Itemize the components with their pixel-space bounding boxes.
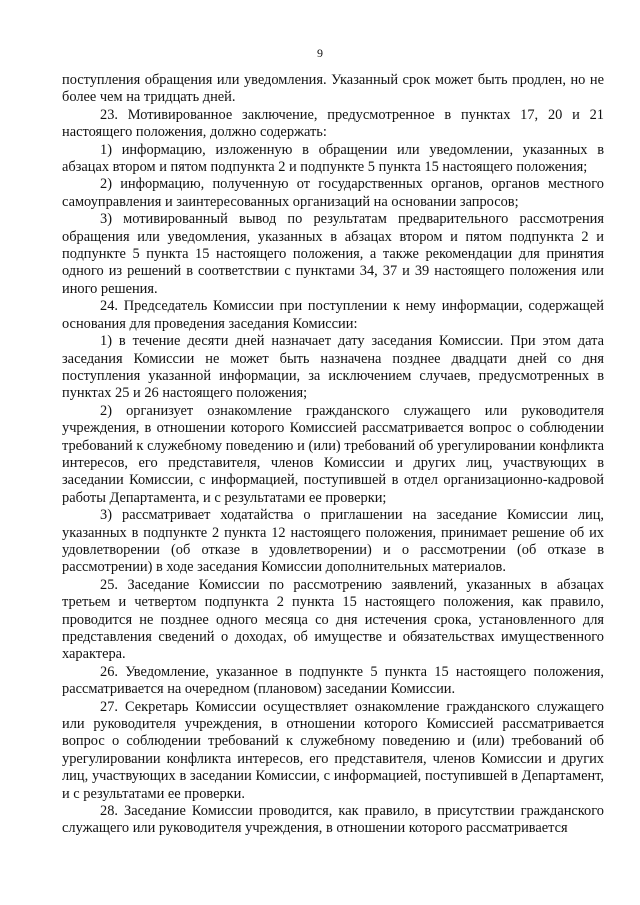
paragraph-24-item-2: 2) организует ознакомление гражданского служащего или руководителя учреждения, в отношении которого Комиссией рассматривается вопрос о соблюдении требований к служебному поведению и (или) требований об урегулировании конфликта интересов, его представителя, членов Комиссии и других лиц, участвующих в заседании Комиссии, с информацией, поступившей в отдел организационно-кадровой работы Департамента, и с результатами ее проверки; [62, 402, 604, 506]
paragraph-27: 27. Секретарь Комиссии осуществляет ознакомление гражданского служащего или руководителя учреждения, в отношении которого Комиссией рассматривается вопрос о соблюдении требований к служебному поведению и (или) требований об урегулировании конфликта интересов, его представителя, членов Комиссии и других лиц, участвующих в заседании Комиссии, с информацией, поступившей в Департамент, и с результатами ее проверки. [62, 698, 604, 802]
paragraph-continuation: поступления обращения или уведомления. Указанный срок может быть продлен, но не более чем на тридцать дней. [62, 72, 604, 106]
paragraph-26: 26. Уведомление, указанное в подпункте 5 пункта 15 настоящего положения, рассматривается на очередном (плановом) заседании Комиссии. [62, 663, 604, 698]
document-body [62, 72, 604, 838]
paragraph-24-item-1: 1) в течение десяти дней назначает дату заседания Комиссии. При этом дата заседания Комиссии не может быть назначена позднее двадцати дней со дня поступления указанной информации, за исключением случаев, предусмотренных в пунктах 25 и 26 настоящего положения; [62, 333, 604, 402]
paragraph-24: 24. Председатель Комиссии при поступлении к нему информации, содержащей основания для проведения заседания Комиссии: [62, 298, 604, 332]
paragraph-23: 23. Мотивированное заключение, предусмотренное в пунктах 17, 20 и 21 настоящего положения, должно содержать: [62, 106, 604, 141]
page-number: 9 [317, 46, 323, 60]
paragraph-28: 28. Заседание Комиссии проводится, как правило, в присутствии гражданского служащего или руководителя учреждения, в отношении которого рассматривается [62, 803, 604, 837]
paragraph-24-item-3: 3) рассматривает ходатайства о приглашении на заседание Комиссии лиц, указанных в подпункте 2 пункта 12 настоящего положения, принимает решение об их удовлетворении (об отказе в удовлетворении) и о рассмотрении (об отказе в рассмотрении) в ходе заседания Комиссии дополнительных материалов. [62, 507, 604, 576]
paragraph-23-item-3: 3) мотивированный вывод по результатам предварительного рассмотрения обращения или уведомления, указанных в абзацах втором и пятом подпункта 2 и подпункте 5 пункта 15 настоящего положения, а также рекомендации для принятия одного из решений в соответствии с пунктами 34, 37 и 39 настоящего положения или иного решения. [62, 211, 604, 297]
paragraph-23-item-2: 2) информацию, полученную от государственных органов, органов местного самоуправления и заинтересованных организаций на основании запросов; [62, 176, 604, 210]
paragraph-25: 25. Заседание Комиссии по рассмотрению заявлений, указанных в абзацах третьем и четвертом подпункта 2 пункта 15 настоящего положения, как правило, проводится не позднее одного месяца со дня истечения срока, установленного для представления сведений о доходах, об имуществе и обязательствах имущественного характера. [62, 576, 604, 663]
paragraph-23-item-1: 1) информацию, изложенную в обращении или уведомлении, указанных в абзацах втором и пятом подпункта 2 и подпункте 5 пункта 15 настоящего положения; [62, 141, 604, 176]
